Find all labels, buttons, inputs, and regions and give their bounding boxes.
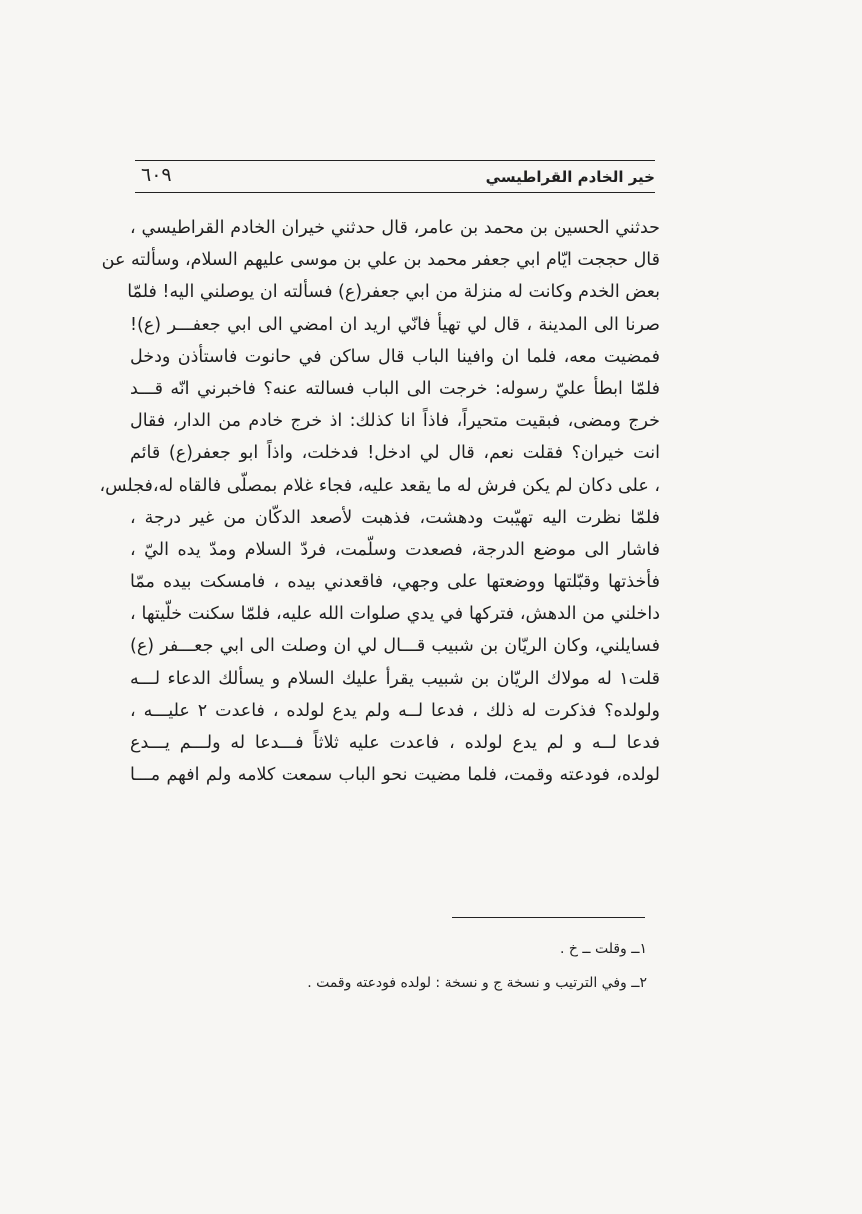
text-line: فلمّا ابطأ عليّ رسوله: خرجت الى الباب فسالته عنه؟ فاخبرني انّه قـــد [130, 378, 660, 399]
text-line: ، على دكان لم يكن فرش له ما يقعد عليه، فجاء غلام بمصلّى فالقاه له،فجلس، [99, 475, 660, 496]
text-line: فأخذتها وقبّلتها ووضعتها على وجهي، فاقعدني بيده ، فامسكت بيده ممّا [130, 572, 660, 593]
text-line: فمضيت معه، فلما ان وافينا الباب قال ساكن في حانوت فاستأذن ودخل [130, 346, 660, 367]
header-bottom-rule [135, 192, 655, 193]
footnote-2: ٢ــ وفي الترتيب و نسخة ج و نسخة : لولده فودعته وقمت . [307, 975, 647, 991]
footnotes [187, 932, 647, 1000]
text-line: قال حججت ايّام ابي جعفر محمد بن علي بن موسى عليهم السلام، وسألته عن [101, 250, 660, 271]
text-line: خرج ومضى، فبقيت متحيراً، فاذاً انا كذلك: اذ خرج خادم من الدار، فقال [130, 411, 660, 432]
text-line: داخلني من الدهش، فتركها في يدي صلوات الله عليه، فلمّا سكنت خلّيتها ، [130, 604, 660, 625]
footnote-separator [452, 917, 645, 918]
text-line: انت خيران؟ فقلت نعم، قال لي ادخل! فدخلت، واذاً ابو جعفر(ع) قائم [130, 443, 660, 464]
running-title: خير الخادم القراطيسي [485, 168, 655, 186]
text-line: فدعا لــه و لم يدع لولده ، فاعدت عليه ثلاثاً فـــدعا له ولـــم يـــدع [130, 733, 660, 753]
text-line: ولولده؟ فذكرت له ذلك ، فدعا لــه ولم يدع لولده ، فاعدت ٢ عليـــه ، [130, 700, 661, 721]
text-line: لولده، فودعته وقمت، فلما مضيت نحو الباب سمعت كلامه ولم افهم مـــا [130, 765, 660, 786]
page-header [135, 164, 655, 190]
text-line: فلمّا نظرت اليه تهيّبت ودهشت، فذهبت لأصعد الدكّان من غير درجة ، [130, 507, 660, 528]
page-number: ٦٠٩ [141, 164, 172, 186]
text-line: فاشار الى موضع الدرجة، فصعدت وسلّمت، فردّ السلام ومدّ يده اليّ ، [130, 539, 660, 560]
header-top-rule [135, 160, 655, 161]
text-line: حدثني الحسين بن محمد بن عامر، قال حدثني خيران الخادم القراطيسي ، [130, 218, 660, 238]
text-line: بعض الخدم وكانت له منزلة من ابي جعفر(ع) فسألته ان يوصلني اليه! فلمّا [127, 282, 660, 303]
footnote-1: ١ــ وقلت ــ خ . [559, 941, 647, 957]
text-line: فسايلني، وكان الريّان بن شبيب قـــال لي ان وصلت الى ابي جعـــفر (ع) [130, 636, 660, 657]
body-text [99, 212, 661, 791]
text-line: صرنا الى المدينة ، قال لي تهيأ فانّي اريد ان امضي الى ابي جعفـــر (ع)! [130, 314, 660, 335]
text-line: قلت١ له مولاك الريّان بن شبيب يقرأ عليك السلام و يسألك الدعاء لـــه [130, 668, 660, 689]
